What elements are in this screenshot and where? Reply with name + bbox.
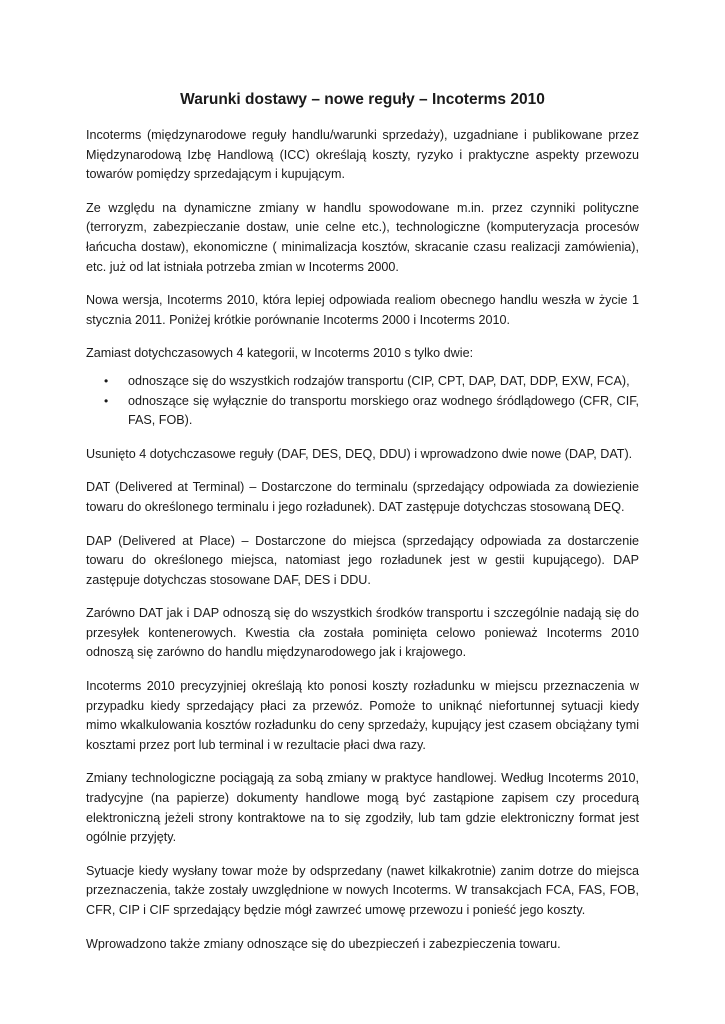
paragraph-resale: Sytuacje kiedy wysłany towar może by odsprzedany (nawet kilkakrotnie) zanim dotrze do miejsca przeznaczenia, także zostały uwzględnione w nowych Incoterms. W transakcjach FCA, FAS, FOB, CFR, CIP i CIF sprzedający będzie mógł zawrzeć umowę przewozu i ponieść jego koszty. — [86, 863, 639, 917]
list-item-text: odnoszące się do wszystkich rodzajów transportu (CIP, CPT, DAP, DAT, DDP, EXW, FCA), — [128, 373, 630, 388]
paragraph-dat: DAT (Delivered at Terminal) – Dostarczone do terminalu (sprzedający odpowiada za dowiezienie towaru do określonego terminalu i jego rozładunek). DAT zastępuje dotychczas stosowaną DEQ. — [86, 480, 639, 514]
bullet-icon: • — [104, 373, 109, 388]
categories-list — [86, 372, 639, 431]
bullet-icon: • — [104, 393, 109, 408]
list-item — [104, 372, 639, 392]
paragraph-new-version: Nowa wersja, Incoterms 2010, która lepiej odpowiada realiom obecnego handlu weszła w życie 1 stycznia 2011. Poniżej krótkie porównanie Incoterms 2000 i Incoterms 2010. — [86, 293, 639, 327]
paragraph-transport: Zarówno DAT jak i DAP odnoszą się do wszystkich środków transportu i szczególnie nadają się do przesyłek kontenerowych. Kwestia cła została pominięta celowo ponieważ Incoterms 2010 odnoszą się zarówno do handlu międzynarodowego jak i krajowego. — [86, 606, 639, 660]
paragraph-removed-rules: Usunięto 4 dotychczasowe reguły (DAF, DES, DEQ, DDU) i wprowadzono dwie nowe (DAP, DAT). — [86, 446, 633, 461]
paragraph-unloading-costs: Incoterms 2010 precyzyjniej określają kto ponosi koszty rozładunku w miejscu przeznaczenia w przypadku kiedy sprzedający płaci za przewóz. Pomoże to uniknąć niefortunnej sytuacji kiedy mimo wkalkulowania kosztów rozładunku do ceny sprzedaży, kupujący jest czasem obciążany tymi kosztami przez port lub terminal i w rezultacie płaci dwa razy. — [86, 679, 639, 752]
list-item — [104, 392, 639, 431]
paragraph-dap: DAP (Delivered at Place) – Dostarczone do miejsca (sprzedający odpowiada za dostarczenie towaru do określonego miejsca, natomiast jego rozładunek jest w gestii kupującego). DAP zastępuje dotychczas stosowane DAF, DES i DDU. — [86, 533, 639, 587]
paragraph-electronic-docs: Zmiany technologiczne pociągają za sobą zmiany w praktyce handlowej. Według Incoterms 2010, tradycyjne (na papierze) dokumenty handlowe mogą być zastąpione zapisem czy procedurą elektroniczną jeżeli strony kontraktowe na to się zgodziły, lub tam gdzie elektroniczny format jest ogólnie przyjęty. — [86, 771, 639, 845]
page-title: Warunki dostawy – nowe reguły – Incoterms 2010 — [180, 91, 545, 108]
paragraph-intro: Incoterms (międzynarodowe reguły handlu/warunki sprzedaży), uzgadniane i publikowane przez Międzynarodową Izbę Handlową (ICC) określają koszty, ryzyko i praktyczne aspekty przewozu towarów pomiędzy sprzedającym i kupującym. — [86, 128, 639, 182]
paragraph-insurance: Wprowadzono także zmiany odnoszące się do ubezpieczeń i zabezpieczenia towaru. — [86, 936, 561, 951]
paragraph-categories: Zamiast dotychczasowych 4 kategorii, w Incoterms 2010 s tylko dwie: — [86, 346, 474, 361]
list-item-text: odnoszące się wyłącznie do transportu morskiego oraz wodnego śródlądowego (CFR, CIF, FAS, FOB). — [128, 393, 639, 428]
paragraph-changes-reason: Ze względu na dynamiczne zmiany w handlu spowodowane m.in. przez czynniki polityczne (terroryzm, zabezpieczanie dostaw, unie celne etc.), technologiczne (komputeryzacja procesów łańcucha dostaw), ekonomiczne ( minimalizacja kosztów, skracanie czasu realizacji zamówienia), etc. już od lat istniała potrzeba zmian w Incoterms 2000. — [86, 200, 639, 274]
